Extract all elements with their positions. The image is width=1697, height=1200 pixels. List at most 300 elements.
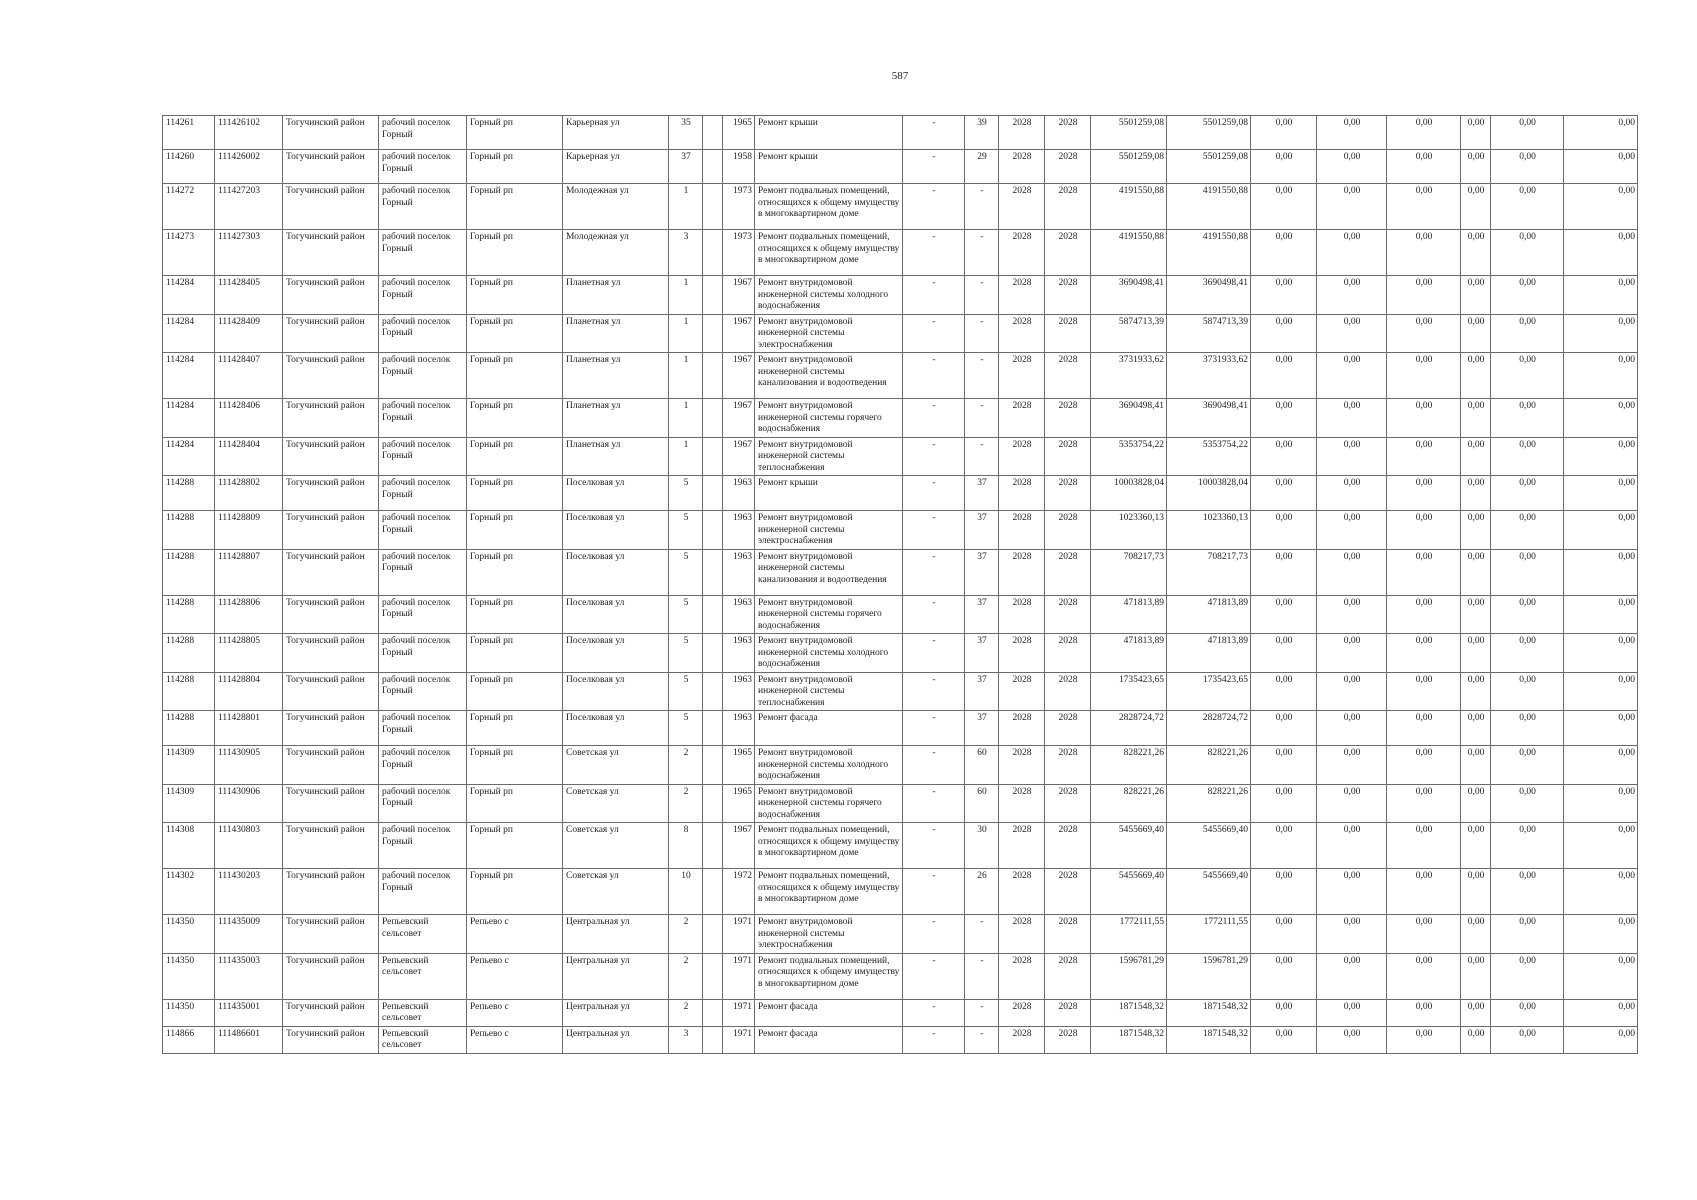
cell-total-cost: 3731933,62 [1091,353,1167,399]
cell-cost-col-2: 0,00 [1317,549,1387,595]
cell-settlement: Горный рп [467,476,563,511]
cell-col-dash: - [903,116,965,150]
cell-cost-col-2: 0,00 [1317,634,1387,673]
cell-cost-col-1: 0,00 [1251,953,1317,999]
cell-work-type: Ремонт подвальных помещений, относящихся к общему имуществу в многоквартирном доме [755,823,903,869]
cell-total-cost: 2828724,72 [1091,711,1167,746]
cell-cost-col-1: 0,00 [1251,869,1317,915]
cell-object-id: 114284 [163,353,215,399]
cell-year-end: 2028 [1045,634,1091,673]
cell-municipality: рабочий поселок Горный [379,150,467,184]
cell-cost-fund: 471813,89 [1167,595,1251,634]
cell-cost-col-4: 0,00 [1461,116,1491,150]
cell-work-type: Ремонт внутридомовой инженерной системы теплоснабжения [755,437,903,476]
cell-cost-col-6: 0,00 [1564,953,1638,999]
cell-cost-col-4: 0,00 [1461,634,1491,673]
cell-district: Тогучинский район [283,915,379,954]
cell-street: Центральная ул [563,953,669,999]
cell-cost-fund: 828221,26 [1167,746,1251,785]
cell-col-dash: - [903,437,965,476]
cell-year-start: 2028 [999,437,1045,476]
cell-year-start: 2028 [999,634,1045,673]
cell-cost-col-5: 0,00 [1491,711,1564,746]
cell-cost-col-2: 0,00 [1317,711,1387,746]
cell-cost-col-2: 0,00 [1317,999,1387,1026]
cell-settlement: Репьево с [467,1026,563,1053]
cell-object-id: 114288 [163,711,215,746]
cell-year-built: 1963 [723,634,755,673]
cell-total-cost: 471813,89 [1091,634,1167,673]
cell-cost-col-4: 0,00 [1461,353,1491,399]
table-row [163,869,1638,915]
cell-cost-col-2: 0,00 [1317,869,1387,915]
cell-cost-col-1: 0,00 [1251,999,1317,1026]
cell-cost-col-5: 0,00 [1491,1026,1564,1053]
cell-district: Тогучинский район [283,150,379,184]
cell-municipality: рабочий поселок Горный [379,314,467,353]
cell-street: Центральная ул [563,915,669,954]
cell-work-id: 111428404 [215,437,283,476]
cell-work-type: Ремонт внутридомовой инженерной системы электроснабжения [755,314,903,353]
cell-municipality: рабочий поселок Горный [379,116,467,150]
table-row [163,953,1638,999]
cell-col-dash: - [903,999,965,1026]
cell-cost-col-6: 0,00 [1564,230,1638,276]
cell-settlement: Горный рп [467,399,563,438]
cell-settlement: Репьево с [467,999,563,1026]
cell-municipality: рабочий поселок Горный [379,672,467,711]
cell-cost-col-2: 0,00 [1317,823,1387,869]
cell-year-end: 2028 [1045,869,1091,915]
cell-street: Молодежная ул [563,184,669,230]
cell-year-built: 1971 [723,1026,755,1053]
cell-street: Советская ул [563,784,669,823]
cell-total-cost: 5874713,39 [1091,314,1167,353]
cell-object-id: 114302 [163,869,215,915]
cell-year-start: 2028 [999,672,1045,711]
cell-cost-col-6: 0,00 [1564,1026,1638,1053]
cell-year-end: 2028 [1045,184,1091,230]
cell-year-start: 2028 [999,711,1045,746]
cell-street: Поселковая ул [563,711,669,746]
cell-wear-percent: 37 [965,711,999,746]
cell-settlement: Горный рп [467,634,563,673]
cell-work-id: 111430906 [215,784,283,823]
cell-work-id: 111426102 [215,116,283,150]
cell-municipality: Репьевский сельсовет [379,953,467,999]
cell-cost-fund: 5455669,40 [1167,823,1251,869]
cell-cost-col-1: 0,00 [1251,399,1317,438]
cell-building [703,353,723,399]
cell-col-dash: - [903,784,965,823]
cell-house-number: 2 [669,784,703,823]
cell-cost-col-6: 0,00 [1564,999,1638,1026]
cell-total-cost: 1735423,65 [1091,672,1167,711]
table-row [163,823,1638,869]
cell-cost-fund: 4191550,88 [1167,230,1251,276]
cell-district: Тогучинский район [283,230,379,276]
cell-building [703,634,723,673]
cell-house-number: 2 [669,999,703,1026]
cell-district: Тогучинский район [283,276,379,315]
cell-total-cost: 5455669,40 [1091,823,1167,869]
cell-object-id: 114288 [163,549,215,595]
cell-cost-col-1: 0,00 [1251,672,1317,711]
table-row [163,184,1638,230]
cell-cost-fund: 5874713,39 [1167,314,1251,353]
cell-cost-col-6: 0,00 [1564,915,1638,954]
cell-municipality: рабочий поселок Горный [379,353,467,399]
table-row [163,116,1638,150]
cell-cost-col-6: 0,00 [1564,711,1638,746]
cell-year-start: 2028 [999,184,1045,230]
cell-object-id: 114288 [163,672,215,711]
cell-cost-col-4: 0,00 [1461,511,1491,550]
cell-year-start: 2028 [999,784,1045,823]
cell-year-built: 1972 [723,869,755,915]
cell-house-number: 2 [669,746,703,785]
cell-wear-percent: 37 [965,672,999,711]
cell-object-id: 114866 [163,1026,215,1053]
cell-cost-col-3: 0,00 [1387,476,1461,511]
cell-wear-percent: - [965,276,999,315]
cell-year-end: 2028 [1045,276,1091,315]
cell-col-dash: - [903,511,965,550]
cell-house-number: 5 [669,672,703,711]
cell-district: Тогучинский район [283,746,379,785]
cell-cost-col-1: 0,00 [1251,353,1317,399]
cell-wear-percent: 60 [965,746,999,785]
cell-cost-col-3: 0,00 [1387,823,1461,869]
cell-year-end: 2028 [1045,437,1091,476]
cell-cost-fund: 5501259,08 [1167,116,1251,150]
cell-cost-col-3: 0,00 [1387,915,1461,954]
cell-work-type: Ремонт фасада [755,711,903,746]
cell-year-built: 1967 [723,314,755,353]
cell-year-end: 2028 [1045,150,1091,184]
cell-settlement: Горный рп [467,437,563,476]
cell-total-cost: 3690498,41 [1091,276,1167,315]
cell-cost-col-6: 0,00 [1564,184,1638,230]
cell-cost-col-6: 0,00 [1564,353,1638,399]
cell-municipality: рабочий поселок Горный [379,399,467,438]
cell-wear-percent: 26 [965,869,999,915]
cell-year-start: 2028 [999,314,1045,353]
cell-district: Тогучинский район [283,784,379,823]
cell-object-id: 114288 [163,476,215,511]
cell-col-dash: - [903,549,965,595]
cell-cost-col-6: 0,00 [1564,746,1638,785]
cell-cost-col-1: 0,00 [1251,1026,1317,1053]
cell-cost-col-6: 0,00 [1564,437,1638,476]
cell-cost-col-2: 0,00 [1317,230,1387,276]
cell-work-id: 111428801 [215,711,283,746]
cell-house-number: 1 [669,276,703,315]
cell-cost-col-6: 0,00 [1564,399,1638,438]
cell-street: Карьерная ул [563,150,669,184]
cell-house-number: 1 [669,437,703,476]
cell-settlement: Горный рп [467,150,563,184]
table-row [163,353,1638,399]
cell-year-start: 2028 [999,999,1045,1026]
cell-work-type: Ремонт внутридомовой инженерной системы холодного водоснабжения [755,634,903,673]
cell-work-type: Ремонт внутридомовой инженерной системы горячего водоснабжения [755,784,903,823]
cell-cost-fund: 828221,26 [1167,784,1251,823]
cell-street: Советская ул [563,869,669,915]
cell-house-number: 10 [669,869,703,915]
cell-settlement: Горный рп [467,746,563,785]
cell-cost-col-2: 0,00 [1317,511,1387,550]
cell-building [703,999,723,1026]
cell-year-built: 1963 [723,476,755,511]
cell-year-end: 2028 [1045,116,1091,150]
cell-cost-col-5: 0,00 [1491,150,1564,184]
cell-settlement: Горный рп [467,314,563,353]
cell-work-type: Ремонт подвальных помещений, относящихся к общему имуществу в многоквартирном доме [755,184,903,230]
cell-year-built: 1967 [723,399,755,438]
cell-cost-col-1: 0,00 [1251,711,1317,746]
cell-building [703,672,723,711]
table-row [163,230,1638,276]
cell-building [703,150,723,184]
cell-street: Поселковая ул [563,634,669,673]
cell-municipality: рабочий поселок Горный [379,595,467,634]
table-row [163,549,1638,595]
cell-cost-col-4: 0,00 [1461,784,1491,823]
cell-cost-col-4: 0,00 [1461,869,1491,915]
cell-work-type: Ремонт фасада [755,1026,903,1053]
cell-district: Тогучинский район [283,711,379,746]
cell-cost-col-6: 0,00 [1564,549,1638,595]
cell-cost-col-3: 0,00 [1387,353,1461,399]
cell-cost-col-3: 0,00 [1387,230,1461,276]
cell-cost-col-4: 0,00 [1461,999,1491,1026]
cell-cost-col-5: 0,00 [1491,276,1564,315]
cell-total-cost: 1596781,29 [1091,953,1167,999]
cell-cost-fund: 5501259,08 [1167,150,1251,184]
cell-object-id: 114309 [163,746,215,785]
cell-cost-col-3: 0,00 [1387,784,1461,823]
cell-col-dash: - [903,353,965,399]
cell-work-type: Ремонт крыши [755,150,903,184]
cell-year-start: 2028 [999,953,1045,999]
cell-object-id: 114273 [163,230,215,276]
cell-house-number: 1 [669,314,703,353]
cell-street: Планетная ул [563,314,669,353]
cell-settlement: Горный рп [467,184,563,230]
cell-wear-percent: - [965,230,999,276]
cell-settlement: Горный рп [467,595,563,634]
cell-cost-col-6: 0,00 [1564,595,1638,634]
cell-wear-percent: 37 [965,595,999,634]
cell-district: Тогучинский район [283,184,379,230]
cell-wear-percent: - [965,399,999,438]
table-row [163,595,1638,634]
cell-wear-percent: 37 [965,476,999,511]
cell-cost-col-4: 0,00 [1461,230,1491,276]
cell-cost-col-5: 0,00 [1491,314,1564,353]
cell-work-type: Ремонт внутридомовой инженерной системы канализования и водоотведения [755,353,903,399]
cell-work-id: 111428809 [215,511,283,550]
cell-municipality: рабочий поселок Горный [379,230,467,276]
cell-cost-col-6: 0,00 [1564,314,1638,353]
cell-object-id: 114288 [163,511,215,550]
cell-cost-col-5: 0,00 [1491,784,1564,823]
cell-cost-col-5: 0,00 [1491,549,1564,595]
cell-year-built: 1973 [723,230,755,276]
cell-settlement: Горный рп [467,353,563,399]
cell-municipality: рабочий поселок Горный [379,823,467,869]
cell-building [703,437,723,476]
cell-settlement: Горный рп [467,823,563,869]
cell-year-end: 2028 [1045,230,1091,276]
cell-cost-col-1: 0,00 [1251,549,1317,595]
cell-work-type: Ремонт подвальных помещений, относящихся к общему имуществу в многоквартирном доме [755,953,903,999]
cell-cost-col-3: 0,00 [1387,869,1461,915]
cell-year-built: 1973 [723,184,755,230]
cell-col-dash: - [903,823,965,869]
cell-work-type: Ремонт фасада [755,999,903,1026]
cell-cost-col-3: 0,00 [1387,711,1461,746]
cell-col-dash: - [903,399,965,438]
cell-settlement: Репьево с [467,915,563,954]
cell-work-id: 111428409 [215,314,283,353]
cell-wear-percent: - [965,184,999,230]
cell-building [703,784,723,823]
cell-year-start: 2028 [999,915,1045,954]
table-row [163,1026,1638,1053]
table-row [163,399,1638,438]
cell-cost-col-5: 0,00 [1491,437,1564,476]
cell-year-built: 1965 [723,116,755,150]
cell-cost-col-1: 0,00 [1251,476,1317,511]
table-row [163,476,1638,511]
cell-object-id: 114260 [163,150,215,184]
cell-work-type: Ремонт крыши [755,116,903,150]
cell-cost-col-1: 0,00 [1251,915,1317,954]
cell-work-type: Ремонт крыши [755,476,903,511]
cell-year-end: 2028 [1045,746,1091,785]
cell-year-end: 2028 [1045,595,1091,634]
cell-object-id: 114350 [163,915,215,954]
cell-cost-fund: 471813,89 [1167,634,1251,673]
cell-cost-col-2: 0,00 [1317,353,1387,399]
cell-building [703,1026,723,1053]
cell-work-type: Ремонт внутридомовой инженерной системы электроснабжения [755,915,903,954]
cell-house-number: 1 [669,399,703,438]
cell-municipality: рабочий поселок Горный [379,634,467,673]
cell-object-id: 114272 [163,184,215,230]
cell-cost-col-2: 0,00 [1317,915,1387,954]
cell-wear-percent: 60 [965,784,999,823]
cell-wear-percent: - [965,1026,999,1053]
cell-settlement: Репьево с [467,953,563,999]
cell-district: Тогучинский район [283,116,379,150]
cell-building [703,595,723,634]
cell-cost-fund: 1772111,55 [1167,915,1251,954]
cell-cost-col-3: 0,00 [1387,672,1461,711]
cell-wear-percent: - [965,953,999,999]
cell-cost-col-3: 0,00 [1387,150,1461,184]
cell-year-end: 2028 [1045,915,1091,954]
cell-street: Советская ул [563,746,669,785]
cell-building [703,116,723,150]
cell-house-number: 37 [669,150,703,184]
cell-year-start: 2028 [999,150,1045,184]
cell-object-id: 114284 [163,399,215,438]
cell-cost-col-6: 0,00 [1564,784,1638,823]
cell-settlement: Горный рп [467,784,563,823]
cell-cost-col-5: 0,00 [1491,116,1564,150]
cell-municipality: Репьевский сельсовет [379,999,467,1026]
cell-cost-fund: 708217,73 [1167,549,1251,595]
cell-cost-col-3: 0,00 [1387,116,1461,150]
cell-district: Тогучинский район [283,353,379,399]
cell-building [703,823,723,869]
cell-municipality: Репьевский сельсовет [379,1026,467,1053]
cell-cost-col-3: 0,00 [1387,1026,1461,1053]
cell-year-end: 2028 [1045,823,1091,869]
cell-year-built: 1963 [723,672,755,711]
cell-building [703,276,723,315]
cell-work-id: 111428805 [215,634,283,673]
cell-cost-col-3: 0,00 [1387,634,1461,673]
cell-building [703,476,723,511]
cell-wear-percent: 37 [965,511,999,550]
cell-municipality: рабочий поселок Горный [379,784,467,823]
cell-district: Тогучинский район [283,437,379,476]
cell-col-dash: - [903,746,965,785]
cell-cost-col-4: 0,00 [1461,711,1491,746]
cell-municipality: рабочий поселок Горный [379,184,467,230]
cell-building [703,953,723,999]
cell-house-number: 2 [669,915,703,954]
cell-settlement: Горный рп [467,672,563,711]
cell-cost-col-6: 0,00 [1564,672,1638,711]
table-row [163,276,1638,315]
cell-cost-col-3: 0,00 [1387,184,1461,230]
cell-object-id: 114284 [163,437,215,476]
cell-cost-fund: 2828724,72 [1167,711,1251,746]
cell-cost-col-6: 0,00 [1564,869,1638,915]
cell-year-built: 1967 [723,276,755,315]
cell-cost-col-4: 0,00 [1461,1026,1491,1053]
cell-cost-fund: 4191550,88 [1167,184,1251,230]
cell-total-cost: 5501259,08 [1091,150,1167,184]
cell-settlement: Горный рп [467,116,563,150]
cell-cost-col-5: 0,00 [1491,746,1564,785]
cell-year-built: 1971 [723,915,755,954]
cell-cost-col-6: 0,00 [1564,116,1638,150]
cell-district: Тогучинский район [283,511,379,550]
cell-year-built: 1965 [723,746,755,785]
cell-year-built: 1971 [723,999,755,1026]
cell-total-cost: 5455669,40 [1091,869,1167,915]
cell-cost-col-3: 0,00 [1387,953,1461,999]
capital-repair-table [162,115,1638,1054]
cell-settlement: Горный рп [467,711,563,746]
cell-cost-col-5: 0,00 [1491,869,1564,915]
cell-year-end: 2028 [1045,1026,1091,1053]
cell-street: Поселковая ул [563,595,669,634]
cell-wear-percent: 37 [965,549,999,595]
cell-cost-fund: 1735423,65 [1167,672,1251,711]
cell-house-number: 8 [669,823,703,869]
cell-cost-col-5: 0,00 [1491,511,1564,550]
cell-total-cost: 1871548,32 [1091,999,1167,1026]
cell-street: Карьерная ул [563,116,669,150]
table-row [163,314,1638,353]
